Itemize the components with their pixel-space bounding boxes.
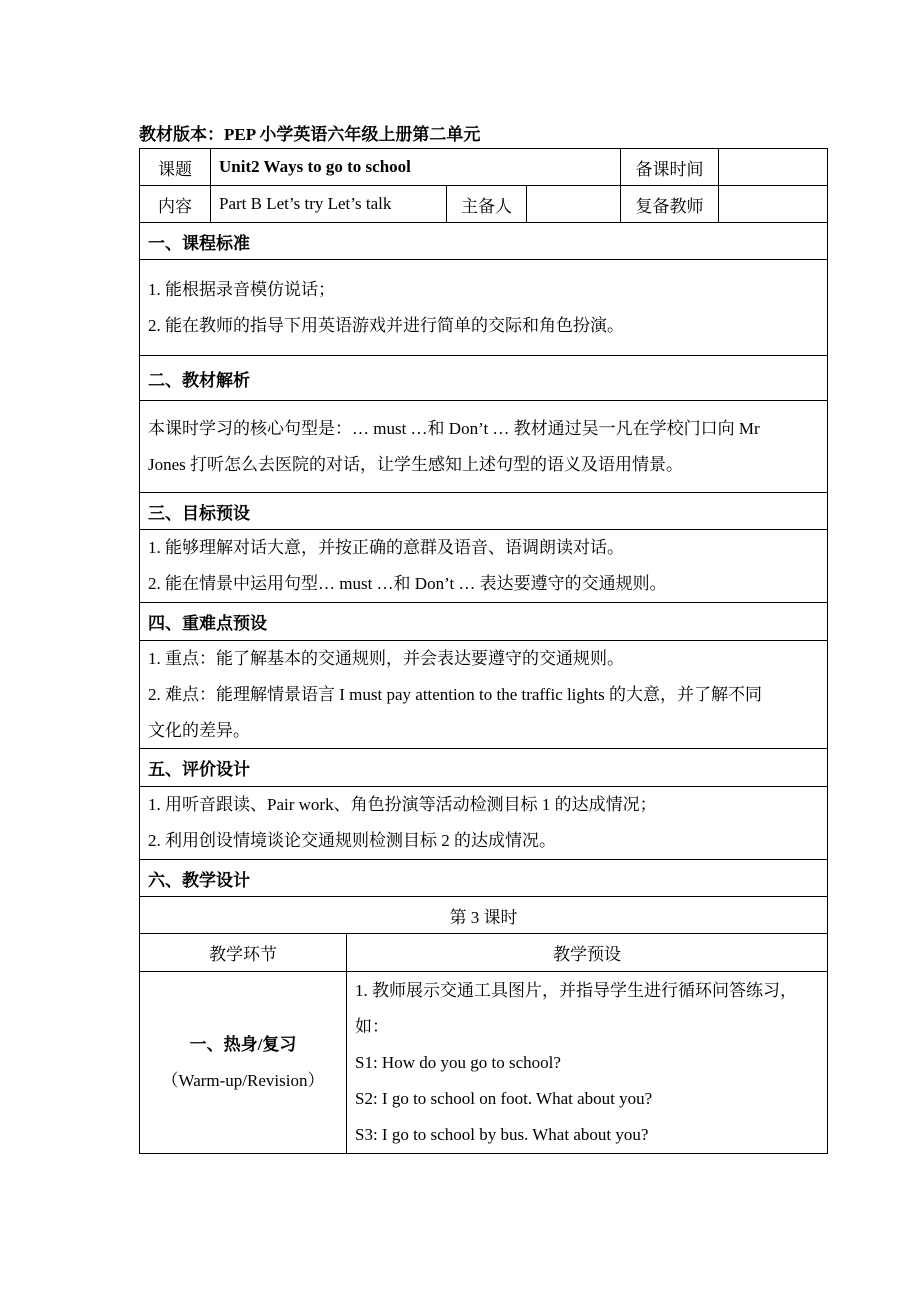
document-header: 教材版本：PEP 小学英语六年级上册第二单元 xyxy=(139,125,481,144)
content-label: 内容 xyxy=(139,185,211,223)
content-value: Part B Let’s try Let’s talk xyxy=(210,185,447,223)
topic-label: 课题 xyxy=(139,148,211,186)
section-title: 一、课程标准 xyxy=(139,222,828,260)
stage-cell: 一、热身/复习 （Warm-up/Revision） xyxy=(139,971,347,1154)
lead-teacher-value xyxy=(526,185,621,223)
topic-value: Unit2 Ways to go to school xyxy=(210,148,621,186)
column-header-stage: 教学环节 xyxy=(139,933,347,972)
section-title: 六、教学设计 xyxy=(139,859,828,897)
prep-time-label: 备课时间 xyxy=(620,148,719,186)
section-body: 1. 重点：能了解基本的交通规则，并会表达要遵守的交通规则。 2. 难点：能理解情景语言 I must pay attention to the traffic lights 的大意，并了解不同 文化的差异。 xyxy=(139,640,828,749)
section-title: 三、目标预设 xyxy=(139,492,828,530)
lead-teacher-label: 主备人 xyxy=(446,185,527,223)
section-title: 四、重难点预设 xyxy=(139,602,828,641)
section-body: 1. 能根据录音模仿说话； 2. 能在教师的指导下用英语游戏并进行简单的交际和角色扮演。 xyxy=(139,259,828,356)
lesson-period: 第 3 课时 xyxy=(139,896,828,934)
section-body: 1. 能够理解对话大意，并按正确的意群及语音、语调朗读对话。 2. 能在情景中运用句型… must …和 Don’t … 表达要遵守的交通规则。 xyxy=(139,529,828,603)
review-teacher-label: 复备教师 xyxy=(620,185,719,223)
section-title: 五、评价设计 xyxy=(139,748,828,787)
section-body: 本课时学习的核心句型是：… must …和 Don’t … 教材通过吴一凡在学校门口向 Mr Jones 打听怎么去医院的对话，让学生感知上述句型的语义及语用情景。 xyxy=(139,400,828,493)
prep-time-value xyxy=(718,148,828,186)
section-body: 1. 用听音跟读、Pair work、角色扮演等活动检测目标 1 的达成情况； 2. 利用创设情境谈论交通规则检测目标 2 的达成情况。 xyxy=(139,786,828,860)
column-header-plan: 教学预设 xyxy=(346,933,828,972)
plan-cell: 1. 教师展示交通工具图片，并指导学生进行循环问答练习， 如： S1: How do you go to school? S2: I go to school on foot. What about you? S3: I go to school by bus. What about you? xyxy=(346,971,828,1154)
review-teacher-value xyxy=(718,185,828,223)
section-title: 二、教材解析 xyxy=(139,355,828,401)
